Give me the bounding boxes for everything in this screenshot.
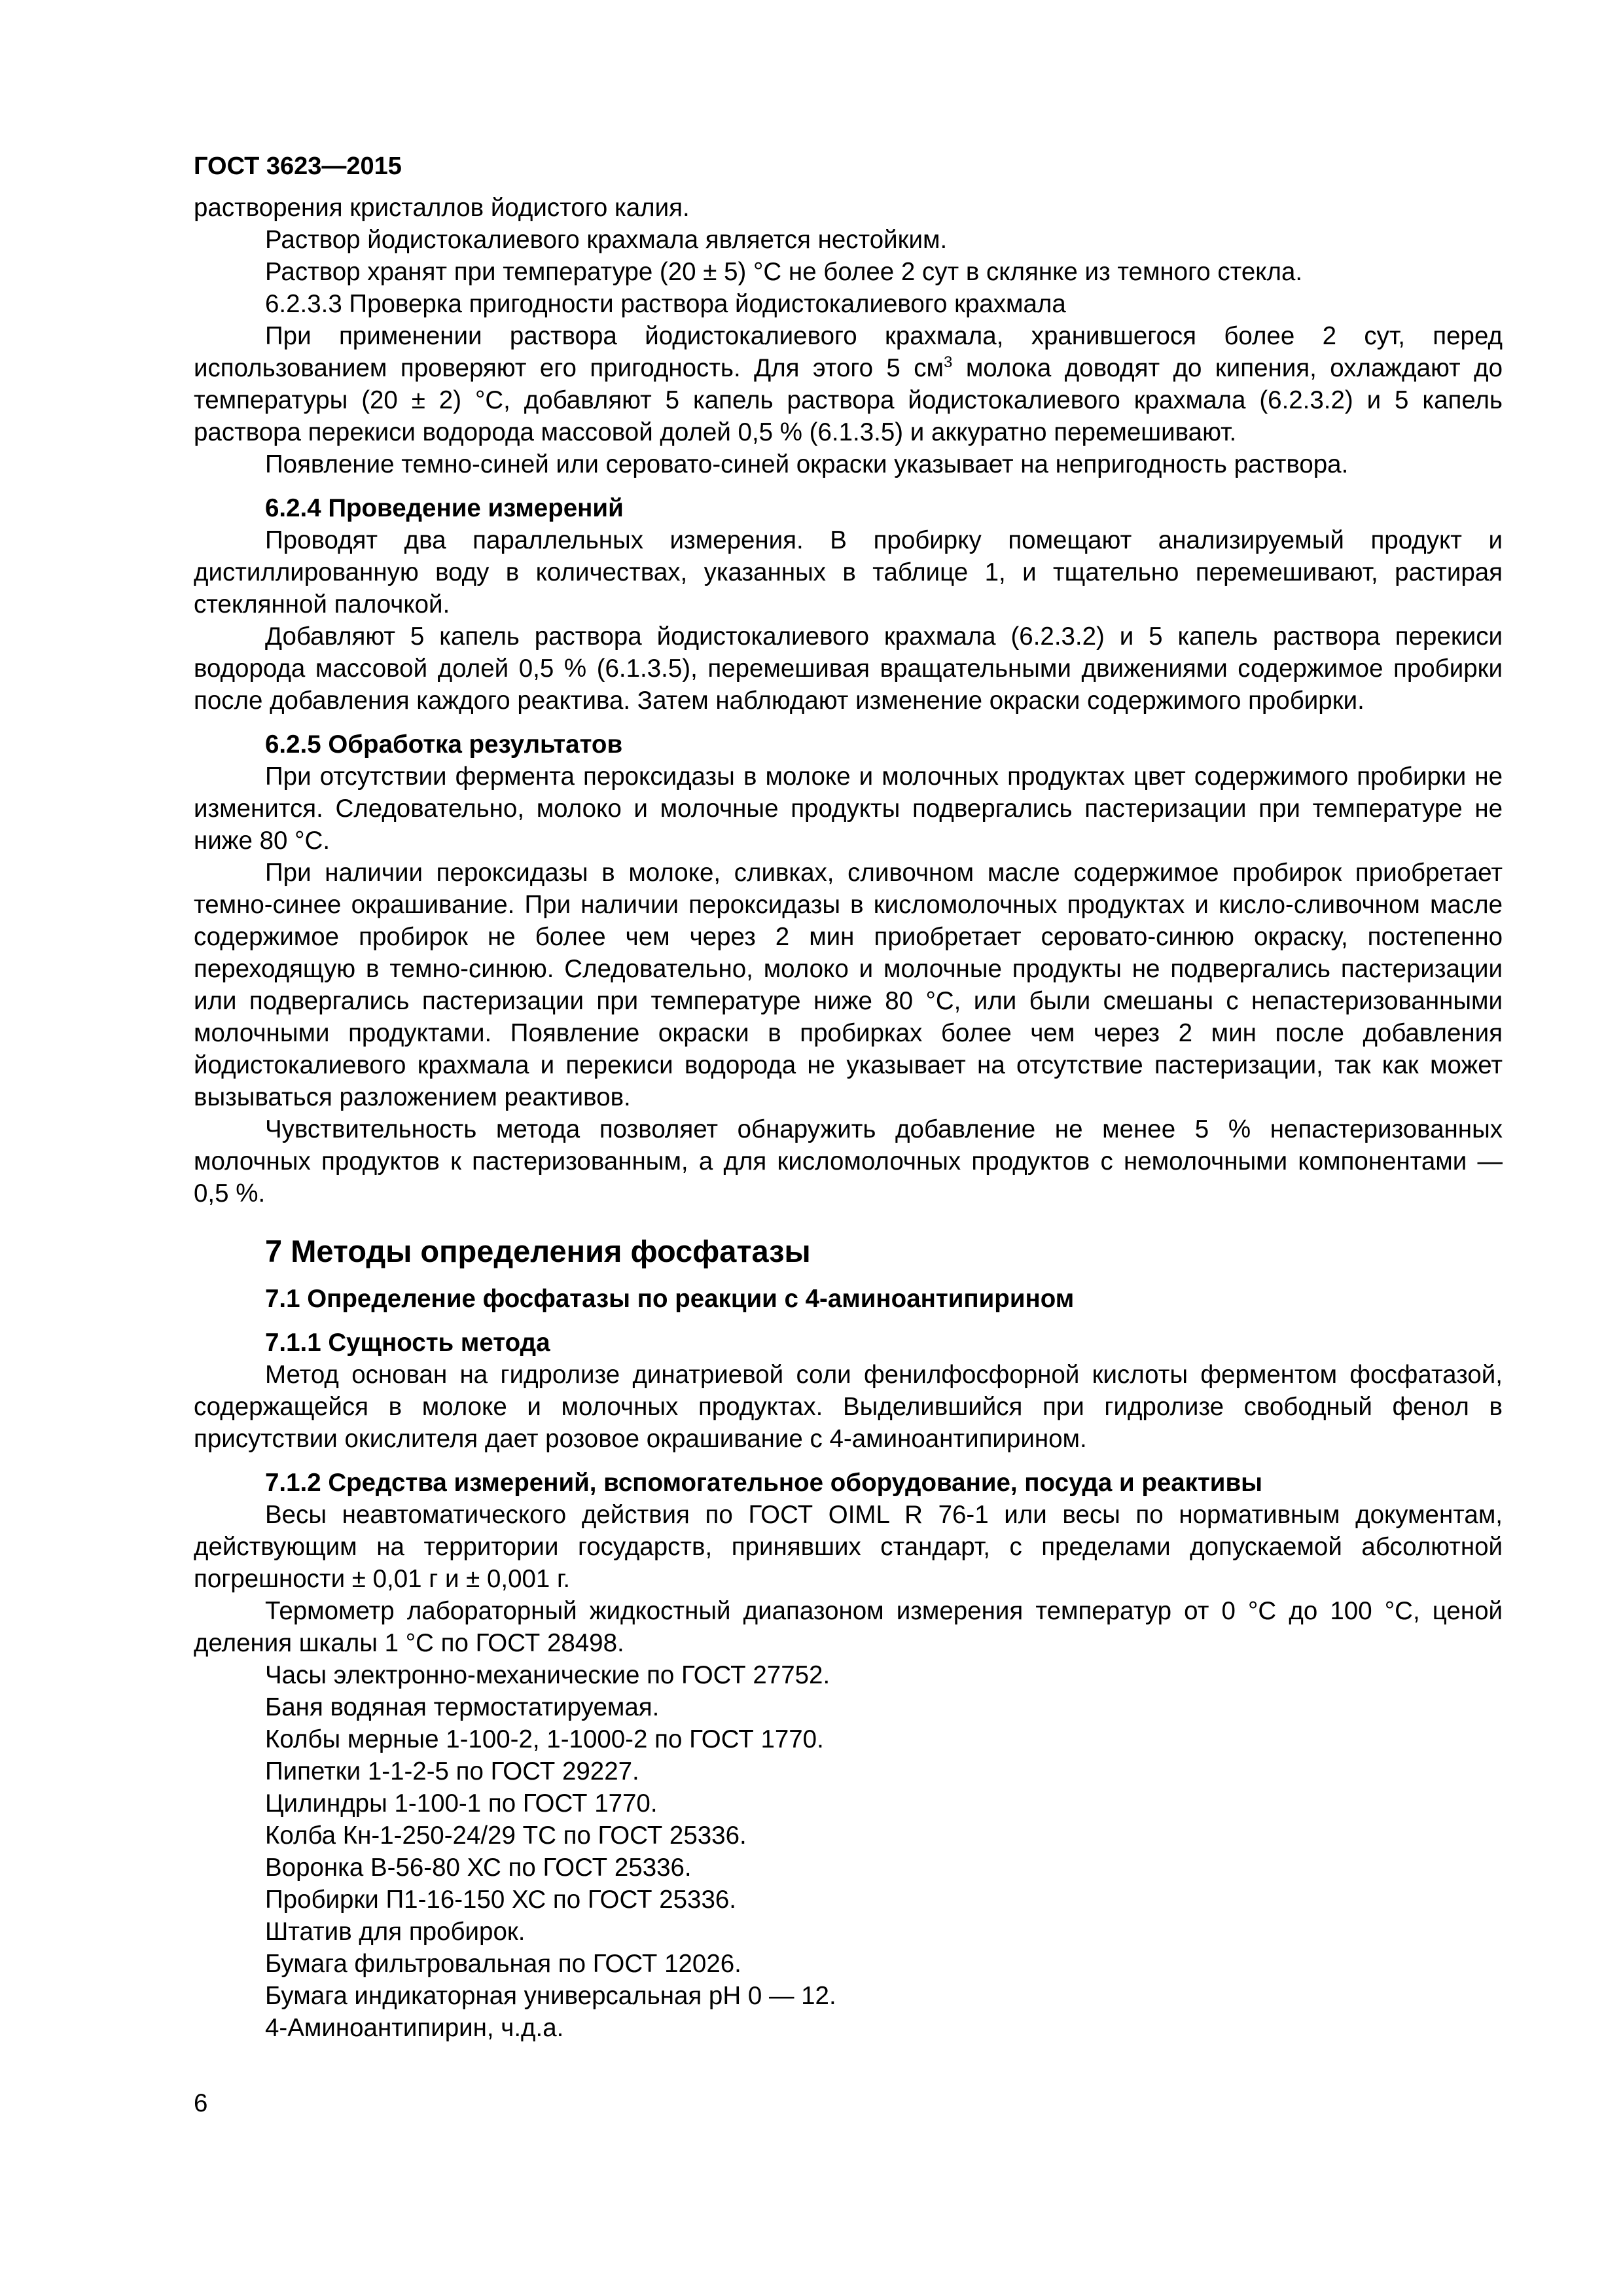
list-item: 4-Аминоантипирин, ч.д.а.: [265, 2014, 564, 2042]
subsection-heading: 7.1.2 Средства измерений, вспомогательное оборудование, посуда и реактивы: [265, 1469, 1263, 1497]
list-item: Цилиндры 1-100-1 по ГОСТ 1770.: [265, 1789, 658, 1818]
paragraph: Весы неавтоматического действия по ГОСТ OIML R 76-1 или весы по нормативным документам, действующим на территории государств, принявших стандарт, с пределами допускаемой абсолютной погрешности ± 0,01 г и ± 0,001 г.: [194, 1501, 1503, 1593]
paragraph: Появление темно-синей или серовато-синей окраски указывает на непригодность раствора.: [265, 450, 1349, 478]
paragraph: При наличии пероксидазы в молоке, сливках, сливочном масле содержимое пробирок приобретает темно-синее окрашивание. При наличии пероксидазы в кисломолочных продуктах и кисло-сливочном масле содержимое пробирок не более чем через 2 мин приобретает серовато-синюю окраску, постепенно переходящую в темно-синюю. Следовательно, молоко и молочные продукты не подвергались пастеризации или подвергались пастеризации при температуре ниже 80 °С, или были смешаны с непастеризованными молочными продуктами. Появление окраски в пробирках более чем через 2 мин после добавления йодистокалиевого крахмала и перекиси водорода не указывает на отсутствие пастеризации, так как может вызываться разложением реактивов.: [194, 859, 1503, 1111]
page-number: 6: [194, 2089, 208, 2117]
list-item: Колбы мерные 1-100-2, 1-1000-2 по ГОСТ 1770.: [265, 1725, 824, 1753]
paragraph: Метод основан на гидролизе динатриевой соли фенилфосфорной кислоты ферментом фосфатазой, содержащейся в молоке и молочных продуктах. Выделившийся при гидролизе свободный фенол в присутствии окислителя дает розовое окрашивание с 4-аминоантипирином.: [194, 1361, 1503, 1453]
paragraph: Чувствительность метода позволяет обнаружить добавление не менее 5 % непастеризованных молочных продуктов к пастеризованным, а для кисломолочных продуктов с немолочными компонентами — 0,5 %.: [194, 1115, 1503, 1208]
list-item: Штатив для пробирок.: [265, 1918, 526, 1946]
subsection-heading: 7.1.1 Сущность метода: [265, 1329, 550, 1357]
paragraph: Проводят два параллельных измерения. В пробирку помещают анализируемый продукт и дистиллированную воду в количествах, указанных в таблице 1, и тщательно перемешивают, растирая стеклянной палочкой.: [194, 526, 1503, 619]
list-item: Баня водяная термостатируемая.: [265, 1693, 660, 1721]
paragraph: растворения кристаллов йодистого калия.: [194, 194, 690, 222]
subsection-heading: 6.2.5 Обработка результатов: [265, 730, 623, 759]
list-item: Пробирки П1-16-150 ХС по ГОСТ 25336.: [265, 1886, 736, 1914]
paragraph: [194, 320, 1503, 448]
section-heading: 7 Методы определения фосфатазы: [265, 1234, 811, 1268]
text-span: молока доводят до кипения, охлаждают до температуры (20 ± 2) °С, добавляют 5 капель раствора йодистокалиевого крахмала (6.2.3.2) и 5 капель раствора перекиси водорода массовой долей 0,5 % (6.1.3.5) и аккуратно перемешивают.: [194, 354, 1503, 446]
text-span: При применении раствора йодистокалиевого крахмала, хранившегося более 2 сут, перед использованием проверяют его пригодность. Для этого 5 см: [194, 322, 1503, 382]
list-item: Воронка В-56-80 ХС по ГОСТ 25336.: [265, 1854, 692, 1882]
clause-title: 6.2.3.3 Проверка пригодности раствора йодистокалиевого крахмала: [265, 290, 1066, 318]
list-item: Бумага индикаторная универсальная рН 0 — 12.: [265, 1982, 836, 2010]
superscript: 3: [944, 353, 953, 371]
paragraph: Добавляют 5 капель раствора йодистокалиевого крахмала (6.2.3.2) и 5 капель раствора перекиси водорода массовой долей 0,5 % (6.1.3.5), перемешивая вращательными движениями содержимое пробирки после добавления каждого реактива. Затем наблюдают изменение окраски содержимого пробирки.: [194, 622, 1503, 715]
paragraph: При отсутствии фермента пероксидазы в молоке и молочных продуктах цвет содержимого пробирки не изменится. Следовательно, молоко и молочные продукты подвергались пастеризации при температуре не ниже 80 °С.: [194, 762, 1503, 855]
paragraph: Раствор хранят при температуре (20 ± 5) °С не более 2 сут в склянке из темного стекла.: [265, 258, 1303, 286]
paragraph: Раствор йодистокалиевого крахмала является нестойким.: [265, 226, 948, 254]
list-item: Бумага фильтровальная по ГОСТ 12026.: [265, 1950, 741, 1978]
paragraph: Термометр лабораторный жидкостный диапазоном измерения температур от 0 °С до 100 °С, ценой деления шкалы 1 °С по ГОСТ 28498.: [194, 1597, 1503, 1657]
subsection-heading: 7.1 Определение фосфатазы по реакции с 4-аминоантипирином: [265, 1285, 1075, 1313]
document-header: ГОСТ 3623—2015: [194, 152, 402, 180]
list-item: Часы электронно-механические по ГОСТ 27752.: [265, 1661, 830, 1689]
list-item: Колба Кн-1-250-24/29 ТС по ГОСТ 25336.: [265, 1821, 747, 1850]
list-item: Пипетки 1-1-2-5 по ГОСТ 29227.: [265, 1757, 639, 1785]
document-page: [194, 151, 1503, 2044]
subsection-heading: 6.2.4 Проведение измерений: [265, 494, 624, 522]
